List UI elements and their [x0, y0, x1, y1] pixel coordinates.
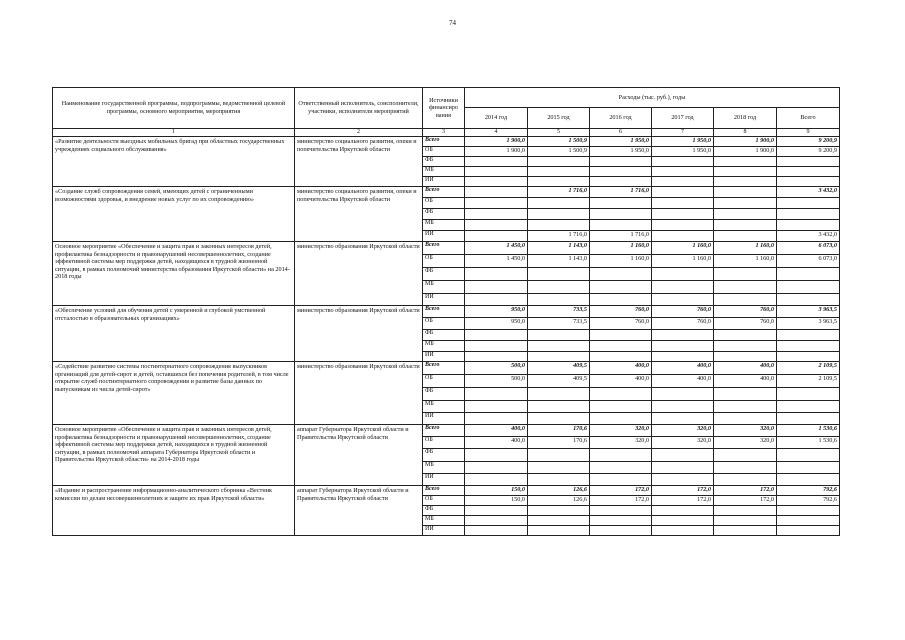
year-value-cell: 500,0: [465, 362, 528, 375]
year-value-cell: [714, 330, 777, 341]
funding-source-cell: ИИ: [423, 526, 465, 536]
header-year: 2014 год: [465, 108, 528, 129]
year-value-cell: 1 450,0: [465, 242, 528, 255]
year-value-cell: [714, 294, 777, 306]
year-value-cell: [465, 526, 528, 536]
total-value-cell: [777, 413, 840, 425]
year-value-cell: [465, 167, 528, 177]
total-value-cell: [777, 294, 840, 306]
year-value-cell: [465, 449, 528, 462]
year-value-cell: 1 950,0: [590, 137, 652, 147]
table-row: [53, 425, 840, 437]
funding-source-cell: ФБ: [423, 388, 465, 401]
year-value-cell: 320,0: [652, 425, 714, 437]
column-number: 2: [295, 129, 423, 137]
year-value-cell: 150,0: [465, 496, 528, 506]
year-value-cell: [590, 526, 652, 536]
header-total: Всего: [777, 108, 840, 129]
funding-source-cell: Всего: [423, 486, 465, 496]
year-value-cell: 400,0: [590, 362, 652, 375]
funding-source-cell: МБ: [423, 341, 465, 352]
total-value-cell: [777, 177, 840, 187]
year-value-cell: [528, 462, 590, 474]
header-year: 2018 год: [714, 108, 777, 129]
header-year: 2015 год: [528, 108, 590, 129]
total-value-cell: [777, 526, 840, 536]
year-value-cell: [590, 462, 652, 474]
year-value-cell: [528, 352, 590, 362]
total-value-cell: [777, 352, 840, 362]
funding-source-cell: ИИ: [423, 294, 465, 306]
funding-source-cell: МБ: [423, 462, 465, 474]
year-value-cell: 1 900,0: [714, 147, 777, 157]
total-value-cell: [777, 449, 840, 462]
year-value-cell: 1 143,0: [528, 255, 590, 268]
year-value-cell: 409,5: [528, 362, 590, 375]
table-row: [53, 306, 840, 318]
funding-source-cell: ФБ: [423, 449, 465, 462]
total-value-cell: 3 963,5: [777, 306, 840, 318]
program-name-cell: Основное мероприятие «Обеспечение и защита прав и законных интересов детей, профилактика безнадзорности и правонарушений несовершеннолетних, создание эффективной системы мер поддержки детей, находящихся в трудной жизненной ситуации, в рамках полномочий аппарата Губернатора Иркутской области и Правительства Иркутской области» на 2014-2018 годы: [53, 425, 295, 486]
total-value-cell: [777, 341, 840, 352]
year-value-cell: [714, 352, 777, 362]
responsible-cell: министерство образования Иркутской области: [295, 306, 423, 362]
year-value-cell: [714, 526, 777, 536]
year-value-cell: [528, 167, 590, 177]
year-value-cell: [465, 209, 528, 220]
column-number: 7: [652, 129, 714, 137]
year-value-cell: [465, 268, 528, 281]
year-value-cell: [590, 388, 652, 401]
funding-source-cell: Всего: [423, 306, 465, 318]
total-value-cell: [777, 268, 840, 281]
year-value-cell: [465, 330, 528, 341]
funding-source-cell: ОБ: [423, 375, 465, 388]
funding-source-cell: ИИ: [423, 352, 465, 362]
year-value-cell: [652, 506, 714, 516]
year-value-cell: [528, 220, 590, 231]
year-value-cell: [652, 388, 714, 401]
program-name-cell: «Создание служб сопровождения семей, имеющих детей с ограниченными возможностями здоровья, и внедрение новых услуг по их сопровождению»: [53, 187, 295, 242]
year-value-cell: [652, 209, 714, 220]
year-value-cell: [590, 294, 652, 306]
funding-source-cell: Всего: [423, 187, 465, 198]
year-value-cell: [465, 198, 528, 209]
header-expenses: Расходы (тыс. руб.), годы: [465, 88, 840, 108]
year-value-cell: [528, 177, 590, 187]
year-value-cell: [528, 516, 590, 526]
total-value-cell: [777, 462, 840, 474]
funding-source-cell: ИИ: [423, 177, 465, 187]
year-value-cell: 760,0: [590, 306, 652, 318]
year-value-cell: [714, 281, 777, 294]
year-value-cell: [652, 167, 714, 177]
funding-source-cell: МБ: [423, 281, 465, 294]
funding-source-cell: ОБ: [423, 255, 465, 268]
column-number: 1: [53, 129, 295, 137]
year-value-cell: 760,0: [714, 306, 777, 318]
year-value-cell: [714, 157, 777, 167]
year-value-cell: 1 900,0: [714, 137, 777, 147]
total-value-cell: [777, 474, 840, 486]
year-value-cell: 733,5: [528, 306, 590, 318]
year-value-cell: [652, 177, 714, 187]
year-value-cell: [465, 516, 528, 526]
year-value-cell: [652, 231, 714, 242]
year-value-cell: 1 716,0: [528, 187, 590, 198]
table-row: [53, 187, 840, 198]
total-value-cell: [777, 388, 840, 401]
total-value-cell: 3 432,0: [777, 231, 840, 242]
column-number: 5: [528, 129, 590, 137]
year-value-cell: [590, 281, 652, 294]
year-value-cell: [590, 209, 652, 220]
year-value-cell: [465, 341, 528, 352]
year-value-cell: [652, 526, 714, 536]
funding-source-cell: ФБ: [423, 330, 465, 341]
year-value-cell: 126,6: [528, 496, 590, 506]
year-value-cell: [652, 413, 714, 425]
year-value-cell: [714, 341, 777, 352]
year-value-cell: [528, 281, 590, 294]
year-value-cell: [590, 220, 652, 231]
year-value-cell: [714, 187, 777, 198]
column-number: 9: [777, 129, 840, 137]
year-value-cell: [714, 516, 777, 526]
year-value-cell: [528, 506, 590, 516]
year-value-cell: [590, 198, 652, 209]
year-value-cell: [590, 413, 652, 425]
total-value-cell: 9 200,9: [777, 147, 840, 157]
funding-source-cell: ИИ: [423, 474, 465, 486]
year-value-cell: [714, 401, 777, 413]
year-value-cell: [465, 413, 528, 425]
year-value-cell: [714, 268, 777, 281]
total-value-cell: [777, 330, 840, 341]
year-value-cell: [465, 231, 528, 242]
year-value-cell: [714, 474, 777, 486]
responsible-cell: министерство социального развития, опеки и попечительства Иркутской области: [295, 187, 423, 242]
year-value-cell: 500,0: [465, 375, 528, 388]
total-value-cell: 792,6: [777, 496, 840, 506]
funding-source-cell: ФБ: [423, 506, 465, 516]
year-value-cell: 1 500,9: [528, 137, 590, 147]
year-value-cell: [652, 341, 714, 352]
total-value-cell: 6 073,0: [777, 255, 840, 268]
year-value-cell: [465, 506, 528, 516]
year-value-cell: 409,5: [528, 375, 590, 388]
responsible-cell: министерство образования Иркутской области: [295, 362, 423, 425]
year-value-cell: [590, 341, 652, 352]
year-value-cell: [652, 198, 714, 209]
table-row: [53, 242, 840, 255]
total-value-cell: [777, 167, 840, 177]
year-value-cell: 400,0: [714, 362, 777, 375]
year-value-cell: 320,0: [590, 425, 652, 437]
total-value-cell: 792,6: [777, 486, 840, 496]
year-value-cell: 172,0: [590, 496, 652, 506]
year-value-cell: 400,0: [465, 425, 528, 437]
year-value-cell: 950,0: [465, 318, 528, 330]
year-value-cell: [652, 352, 714, 362]
year-value-cell: [528, 330, 590, 341]
year-value-cell: 1 160,0: [714, 255, 777, 268]
year-value-cell: [465, 462, 528, 474]
year-value-cell: [528, 401, 590, 413]
year-value-cell: 172,0: [652, 496, 714, 506]
year-value-cell: [652, 474, 714, 486]
year-value-cell: [652, 157, 714, 167]
year-value-cell: 1 716,0: [528, 231, 590, 242]
year-value-cell: 1 160,0: [652, 255, 714, 268]
year-value-cell: [528, 474, 590, 486]
funding-source-cell: ОБ: [423, 147, 465, 157]
year-value-cell: [714, 167, 777, 177]
year-value-cell: [714, 506, 777, 516]
funding-source-cell: ОБ: [423, 198, 465, 209]
year-value-cell: 170,6: [528, 437, 590, 449]
year-value-cell: 320,0: [714, 425, 777, 437]
year-value-cell: 950,0: [465, 306, 528, 318]
year-value-cell: [528, 341, 590, 352]
year-value-cell: 400,0: [652, 375, 714, 388]
year-value-cell: 1 950,0: [652, 147, 714, 157]
year-value-cell: 1 950,0: [590, 147, 652, 157]
year-value-cell: 172,0: [652, 486, 714, 496]
total-value-cell: [777, 281, 840, 294]
year-value-cell: 1 900,0: [465, 137, 528, 147]
funding-source-cell: МБ: [423, 167, 465, 177]
program-name-cell: «Обеспечение условий для обучения детей с умеренной и глубокой умственной отсталостью в образовательных организациях»: [53, 306, 295, 362]
column-numbers-row: [53, 129, 840, 137]
year-value-cell: [528, 413, 590, 425]
year-value-cell: [465, 401, 528, 413]
year-value-cell: 1 160,0: [590, 255, 652, 268]
total-value-cell: [777, 157, 840, 167]
year-value-cell: 320,0: [590, 437, 652, 449]
total-value-cell: 3 963,5: [777, 318, 840, 330]
year-value-cell: [465, 388, 528, 401]
year-value-cell: [590, 401, 652, 413]
year-value-cell: [528, 449, 590, 462]
year-value-cell: [714, 198, 777, 209]
year-value-cell: [714, 220, 777, 231]
table-body: [53, 137, 840, 536]
header-year: 2017 год: [652, 108, 714, 129]
year-value-cell: [652, 330, 714, 341]
column-number: 6: [590, 129, 652, 137]
year-value-cell: 1 716,0: [590, 231, 652, 242]
year-value-cell: 320,0: [652, 437, 714, 449]
year-value-cell: 1 900,0: [465, 147, 528, 157]
funding-source-cell: ФБ: [423, 268, 465, 281]
year-value-cell: [652, 187, 714, 198]
funding-source-cell: ОБ: [423, 318, 465, 330]
year-value-cell: [652, 516, 714, 526]
funding-source-cell: ФБ: [423, 209, 465, 220]
responsible-cell: аппарат Губернатора Иркутской области и Правительства Иркутской области: [295, 486, 423, 536]
year-value-cell: [590, 474, 652, 486]
year-value-cell: [465, 294, 528, 306]
header-sources: Источники финансиро вания: [423, 88, 465, 129]
year-value-cell: 760,0: [652, 306, 714, 318]
year-value-cell: [714, 449, 777, 462]
total-value-cell: 1 530,6: [777, 425, 840, 437]
year-value-cell: [465, 157, 528, 167]
year-value-cell: 170,6: [528, 425, 590, 437]
funding-source-cell: Всего: [423, 242, 465, 255]
funding-source-cell: Всего: [423, 362, 465, 375]
year-value-cell: [652, 401, 714, 413]
funding-source-cell: ИИ: [423, 231, 465, 242]
funding-source-cell: ИИ: [423, 413, 465, 425]
year-value-cell: [590, 449, 652, 462]
program-name-cell: Основное мероприятие «Обеспечение и защита прав и законных интересов детей, профилактика безнадзорности и правонарушений несовершеннолетних, создание эффективной системы мер поддержки детей, находящихся в трудной жизненной ситуации, в рамках полномочий министерства образования Иркутской области» на 2014-2018 годы: [53, 242, 295, 306]
year-value-cell: [465, 177, 528, 187]
year-value-cell: [714, 413, 777, 425]
year-value-cell: [714, 462, 777, 474]
total-value-cell: [777, 516, 840, 526]
funding-source-cell: МБ: [423, 516, 465, 526]
header-responsible: Ответственный исполнитель, соисполнители, участники, исполнители мероприятий: [295, 88, 423, 129]
funding-source-cell: МБ: [423, 401, 465, 413]
year-value-cell: 733,5: [528, 318, 590, 330]
table-row: [53, 137, 840, 147]
year-value-cell: [714, 231, 777, 242]
year-value-cell: [652, 449, 714, 462]
budget-table: [52, 87, 840, 536]
year-value-cell: 172,0: [714, 486, 777, 496]
responsible-cell: аппарат Губернатора Иркутской области и Правительства Иркутской области: [295, 425, 423, 486]
funding-source-cell: Всего: [423, 425, 465, 437]
funding-source-cell: ОБ: [423, 496, 465, 506]
year-value-cell: [714, 177, 777, 187]
program-name-cell: «Развитие деятельности выездных мобильных бригад при областных государственных учреждениях социального обслуживания»: [53, 137, 295, 187]
total-value-cell: 6 073,0: [777, 242, 840, 255]
program-name-cell: «Издание и распространение информационно-аналитического сборника «Вестник комиссии по делам несовершеннолетних и защите их прав Иркутской области»: [53, 486, 295, 536]
year-value-cell: [528, 388, 590, 401]
year-value-cell: 320,0: [714, 437, 777, 449]
responsible-cell: министерство социального развития, опеки и попечительства Иркутской области: [295, 137, 423, 187]
year-value-cell: [652, 220, 714, 231]
column-number: 3: [423, 129, 465, 137]
year-value-cell: [652, 294, 714, 306]
year-value-cell: [465, 220, 528, 231]
year-value-cell: 1 160,0: [652, 242, 714, 255]
year-value-cell: 1 450,0: [465, 255, 528, 268]
year-value-cell: 1 716,0: [590, 187, 652, 198]
total-value-cell: 2 109,5: [777, 362, 840, 375]
year-value-cell: 150,0: [465, 486, 528, 496]
header-year: 2016 год: [590, 108, 652, 129]
year-value-cell: [590, 177, 652, 187]
funding-source-cell: МБ: [423, 220, 465, 231]
funding-source-cell: ФБ: [423, 157, 465, 167]
year-value-cell: [528, 157, 590, 167]
year-value-cell: 1 500,9: [528, 147, 590, 157]
year-value-cell: [590, 167, 652, 177]
year-value-cell: 760,0: [590, 318, 652, 330]
page-number: 74: [449, 19, 456, 27]
year-value-cell: [652, 268, 714, 281]
total-value-cell: 1 530,6: [777, 437, 840, 449]
year-value-cell: 760,0: [714, 318, 777, 330]
year-value-cell: 1 950,0: [652, 137, 714, 147]
total-value-cell: [777, 198, 840, 209]
year-value-cell: [528, 294, 590, 306]
funding-source-cell: ОБ: [423, 437, 465, 449]
year-value-cell: [714, 388, 777, 401]
total-value-cell: [777, 220, 840, 231]
year-value-cell: 400,0: [590, 375, 652, 388]
header-name: Наименование государственной программы, подпрограммы, ведомственной целевой программы, основного мероприятия, мероприятия: [53, 88, 295, 129]
year-value-cell: 1 160,0: [590, 242, 652, 255]
year-value-cell: [528, 268, 590, 281]
total-value-cell: [777, 209, 840, 220]
year-value-cell: [590, 268, 652, 281]
year-value-cell: [590, 506, 652, 516]
total-value-cell: 3 432,0: [777, 187, 840, 198]
year-value-cell: [652, 281, 714, 294]
year-value-cell: [465, 187, 528, 198]
year-value-cell: [528, 198, 590, 209]
year-value-cell: [465, 352, 528, 362]
year-value-cell: [528, 526, 590, 536]
funding-source-cell: Всего: [423, 137, 465, 147]
year-value-cell: 1 143,0: [528, 242, 590, 255]
year-value-cell: 760,0: [652, 318, 714, 330]
total-value-cell: [777, 401, 840, 413]
year-value-cell: [590, 352, 652, 362]
year-value-cell: 172,0: [714, 496, 777, 506]
total-value-cell: 2 109,5: [777, 375, 840, 388]
year-value-cell: 172,0: [590, 486, 652, 496]
year-value-cell: [465, 474, 528, 486]
year-value-cell: 1 160,0: [714, 242, 777, 255]
table-row: [53, 486, 840, 496]
year-value-cell: 126,6: [528, 486, 590, 496]
total-value-cell: [777, 506, 840, 516]
year-value-cell: 400,0: [714, 375, 777, 388]
year-value-cell: [528, 209, 590, 220]
responsible-cell: министерство образования Иркутской области: [295, 242, 423, 306]
year-value-cell: 400,0: [652, 362, 714, 375]
year-value-cell: [590, 330, 652, 341]
year-value-cell: [590, 516, 652, 526]
year-value-cell: 400,0: [465, 437, 528, 449]
total-value-cell: 9 200,9: [777, 137, 840, 147]
table-row: [53, 362, 840, 375]
year-value-cell: [714, 209, 777, 220]
year-value-cell: [465, 281, 528, 294]
program-name-cell: «Содействие развитию системы постинтернатного сопровождения выпускников организаций для детей-сирот и детей, оставшихся без попечения родителей, в том числе открытие служб постинтернатного сопровождения и развитие базы данных по выпускникам из числа детей-сирот»: [53, 362, 295, 425]
column-number: 8: [714, 129, 777, 137]
column-number: 4: [465, 129, 528, 137]
year-value-cell: [590, 157, 652, 167]
year-value-cell: [652, 462, 714, 474]
